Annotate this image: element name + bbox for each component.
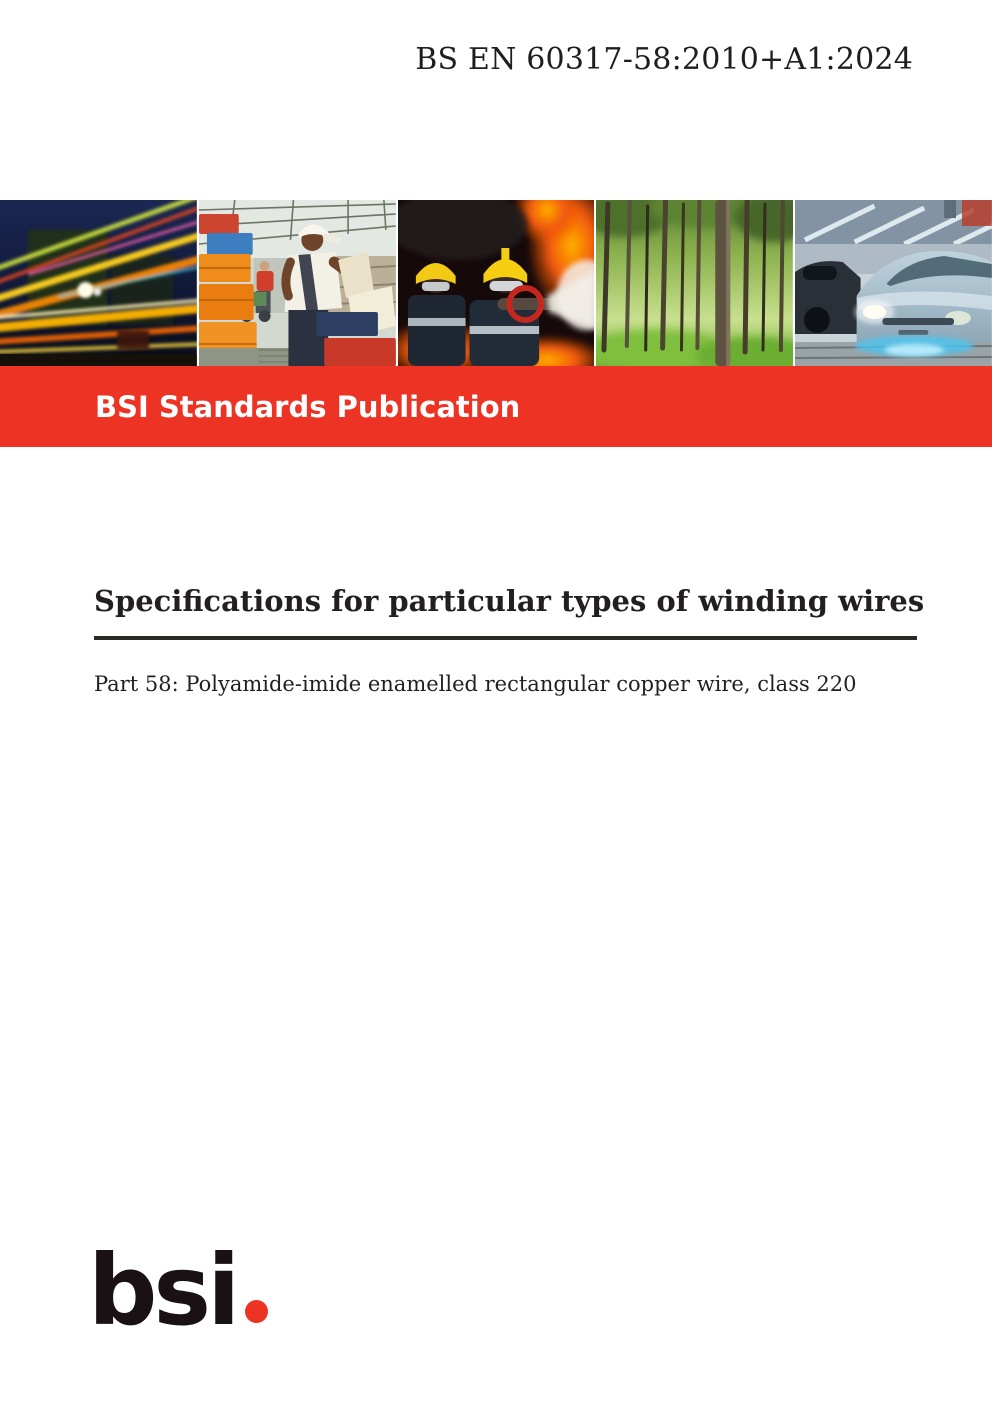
document-subtitle: Part 58: Polyamide-imide enamelled rectangular copper wire, class 220 — [94, 672, 857, 696]
bsi-logo-text: bsi — [88, 1234, 237, 1347]
title-rule — [94, 636, 917, 640]
photo-firefighters — [398, 200, 595, 366]
bsi-logo-dot — [245, 1300, 268, 1323]
photo-car-assembly-line — [795, 200, 992, 366]
title-block — [94, 582, 925, 698]
bsi-banner — [0, 366, 992, 447]
photo-forest — [596, 200, 793, 366]
photo-strip — [0, 200, 992, 366]
forest-image — [596, 200, 793, 366]
bsi-logo — [88, 1234, 268, 1347]
firefighters-image — [398, 200, 595, 366]
photo-warehouse-worker — [199, 200, 396, 366]
banner-title: BSI Standards Publication — [95, 389, 521, 424]
car-factory-image — [795, 200, 992, 366]
document-title: Specifications for particular types of winding wires — [94, 584, 925, 618]
night-traffic-image — [0, 200, 197, 366]
warehouse-image — [199, 200, 396, 366]
photo-night-traffic-light-trails — [0, 200, 197, 366]
document-reference: BS EN 60317-58:2010+A1:2024 — [415, 42, 913, 77]
